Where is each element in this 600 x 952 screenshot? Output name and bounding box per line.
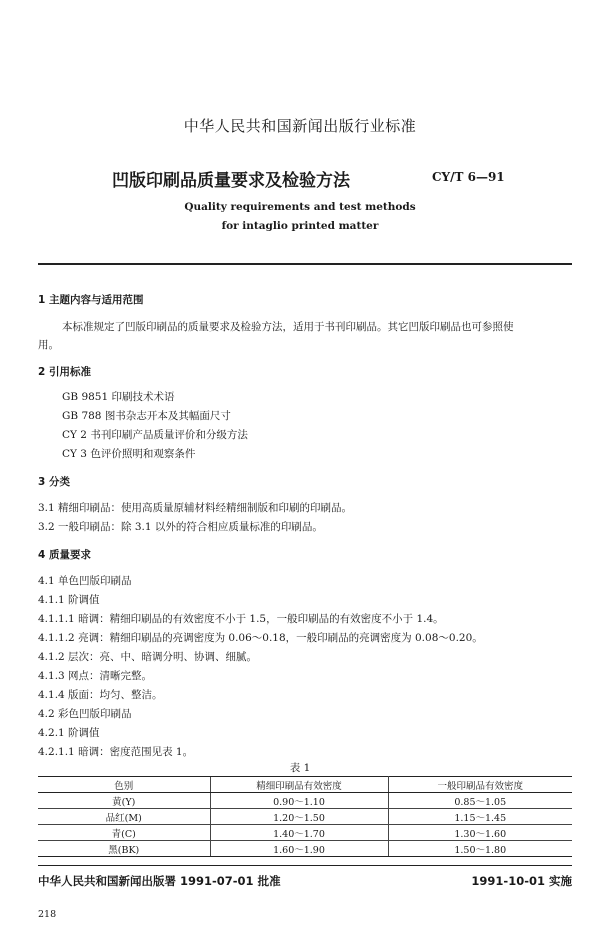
table-row (38, 809, 572, 825)
requirement-item: 4.1.1.2 亮调：精细印刷品的亮调密度为 0.06～0.18，一般印刷品的亮调密度为 0.08～0.20。 (38, 632, 483, 644)
section-4-heading: 4 质量要求 (38, 549, 91, 561)
section-2-heading: 2 引用标准 (38, 366, 91, 378)
footer-divider (38, 865, 572, 866)
section-3-heading: 3 分类 (38, 476, 70, 488)
page-title: 凹版印刷品质量要求及检验方法 (112, 171, 350, 191)
table-header-row (38, 777, 572, 793)
table-row (38, 841, 572, 857)
section-1-heading: 1 主题内容与适用范围 (38, 294, 144, 306)
reference-item: CY 2 书刊印刷产品质量评价和分级方法 (62, 429, 248, 441)
requirement-item: 4.1.1.1 暗调：精细印刷品的有效密度不小于 1.5，一般印刷品的有效密度不小于 1.4。 (38, 613, 444, 625)
table-cell: 0.85～1.05 (388, 793, 572, 809)
requirement-item: 4.2.1 阶调值 (38, 727, 100, 739)
table-cell: 黄(Y) (38, 793, 210, 809)
column-header: 色别 (38, 777, 210, 793)
density-table (38, 776, 572, 857)
effective-date: 1991-10-01 实施 (471, 874, 572, 888)
classification-item: 3.2 一般印刷品：除 3.1 以外的符合相应质量标准的印刷品。 (38, 521, 323, 533)
classification-item: 3.1 精细印刷品：使用高质量原辅材料经精细制版和印刷的印刷品。 (38, 502, 353, 514)
requirement-item: 4.1 单色凹版印刷品 (38, 575, 132, 587)
english-title-line-1: Quality requirements and test methods (184, 201, 416, 213)
reference-item: CY 3 色评价照明和观察条件 (62, 448, 196, 460)
table-cell: 0.90～1.10 (210, 793, 388, 809)
table-cell: 青(C) (38, 825, 210, 841)
page-number: 218 (38, 909, 57, 920)
table-cell: 1.60～1.90 (210, 841, 388, 857)
requirement-item: 4.1.4 版面：均匀、整洁。 (38, 689, 163, 701)
reference-item: GB 9851 印刷技术术语 (62, 391, 175, 403)
table-cell: 1.40～1.70 (210, 825, 388, 841)
section-1-text-line-2: 用。 (38, 339, 59, 351)
column-header: 一般印刷品有效密度 (388, 777, 572, 793)
table-cell: 1.30～1.60 (388, 825, 572, 841)
approval-line: 中华人民共和国新闻出版署 1991-07-01 批准 (38, 874, 281, 888)
table-row (38, 825, 572, 841)
column-header: 精细印刷品有效密度 (210, 777, 388, 793)
english-title-line-2: for intaglio printed matter (221, 220, 379, 232)
table-cell: 1.15～1.45 (388, 809, 572, 825)
table-caption: 表 1 (289, 762, 311, 774)
table-cell: 品红(M) (38, 809, 210, 825)
requirement-item: 4.2.1.1 暗调：密度范围见表 1。 (38, 746, 194, 758)
requirement-item: 4.2 彩色凹版印刷品 (38, 708, 132, 720)
table-cell: 黑(BK) (38, 841, 210, 857)
issuing-authority: 中华人民共和国新闻出版行业标准 (183, 117, 417, 135)
requirement-item: 4.1.3 网点：清晰完整。 (38, 670, 153, 682)
table-row (38, 793, 572, 809)
requirement-item: 4.1.1 阶调值 (38, 594, 100, 606)
header-divider (38, 263, 572, 265)
standard-code: CY/T 6—91 (432, 170, 505, 184)
section-1-text-line-1: 本标准规定了凹版印刷品的质量要求及检验方法，适用于书刊印刷品。其它凹版印刷品也可参照使 (62, 321, 514, 333)
table-cell: 1.50～1.80 (388, 841, 572, 857)
requirement-item: 4.1.2 层次：亮、中、暗调分明、协调、细腻。 (38, 651, 258, 663)
reference-item: GB 788 图书杂志开本及其幅面尺寸 (62, 410, 231, 422)
table-cell: 1.20～1.50 (210, 809, 388, 825)
